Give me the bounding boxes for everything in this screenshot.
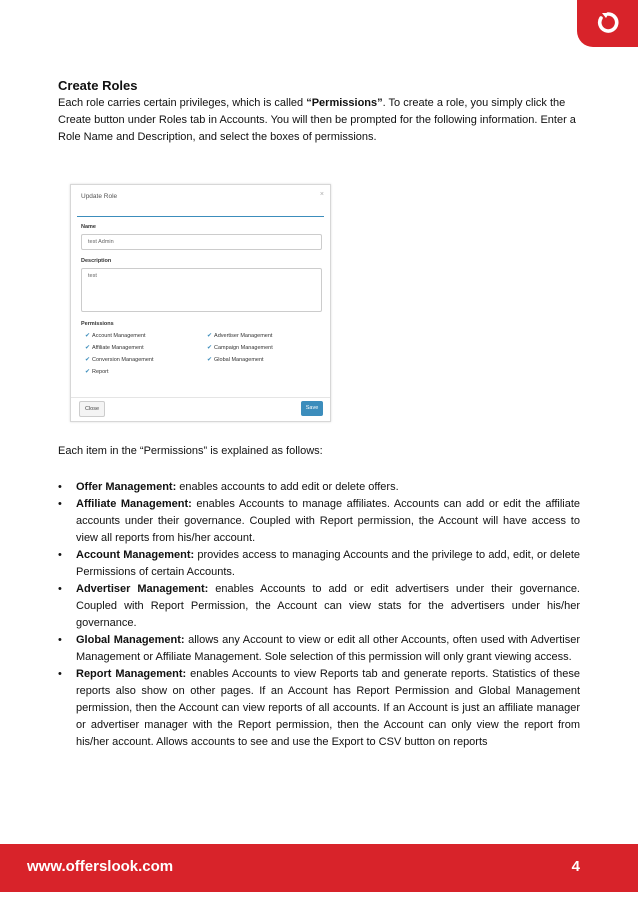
intro-text-1: Each role carries certain privileges, which is called bbox=[58, 97, 307, 109]
intro-text-2: . To create a role, you simply click the Create button under Roles tab in Accounts. You will then be prompted for the following information. Enter a Role Name and Description, and select the boxes of permissions. bbox=[58, 97, 576, 143]
close-button[interactable]: Close bbox=[79, 401, 105, 417]
dialog-title: Update Role bbox=[81, 193, 118, 200]
explain-intro: Each item in the “Permissions” is explained as follows: bbox=[58, 445, 323, 457]
dialog-close-icon[interactable]: × bbox=[319, 191, 324, 198]
item-term: Affiliate Management: bbox=[76, 498, 192, 510]
perm-report[interactable] bbox=[85, 368, 109, 375]
description-label: Description bbox=[81, 258, 112, 264]
item-term: Account Management: bbox=[76, 549, 195, 561]
item-text: enables Accounts to view Reports tab and generate reports. Statistics of these reports also show on other pages. If an Account has Report Permission and Global Management permission, then the Account can view reports of all accounts. If an Account is just an affiliate manager or advertiser manager with the Report permission, then the Account can only view the report from his/her account. Allows accounts to see and use the Export to CSV button on reports bbox=[76, 668, 580, 748]
perm-label: Account Management bbox=[92, 333, 146, 339]
item-term: Report Management: bbox=[76, 668, 187, 680]
item-text: allows any Account to view or edit all other Accounts, often used with Advertiser Management or Affiliate Management. Sole selection of this permission will only grant viewing access. bbox=[76, 634, 580, 663]
list-item bbox=[58, 632, 580, 666]
checkbox-checked-icon: ✔ bbox=[85, 333, 91, 339]
perm-label: Report bbox=[92, 369, 109, 375]
checkbox-checked-icon: ✔ bbox=[85, 369, 91, 375]
brand-logo bbox=[577, 0, 638, 47]
item-text: enables Accounts to manage affiliates. Accounts can add or edit the affiliate accounts under their governance. Coupled with Report permission, the Account will have access to view all reports from his/her account. bbox=[76, 498, 580, 544]
intro-paragraph bbox=[58, 95, 580, 146]
perm-affiliate-management[interactable] bbox=[85, 344, 144, 351]
perm-label: Global Management bbox=[214, 357, 264, 363]
dialog-header-divider bbox=[77, 216, 324, 217]
perm-label: Campaign Management bbox=[214, 345, 273, 351]
name-input-value: test Admin bbox=[88, 239, 114, 245]
footer-url-link[interactable]: www.offerslook.com bbox=[27, 858, 174, 875]
item-term: Advertiser Management: bbox=[76, 583, 209, 595]
checkbox-checked-icon: ✔ bbox=[207, 357, 213, 363]
name-label: Name bbox=[81, 224, 96, 230]
update-role-dialog-screenshot bbox=[70, 184, 331, 422]
description-textarea[interactable] bbox=[81, 268, 322, 312]
main-content bbox=[58, 77, 580, 146]
list-item bbox=[58, 496, 580, 547]
section-title: Create Roles bbox=[58, 78, 138, 93]
item-text: enables Accounts to add or edit advertisers under their governance. Coupled with Report Permission, the Account can view stats for the advertisers under his/her governance. bbox=[76, 583, 580, 629]
checkbox-checked-icon: ✔ bbox=[207, 333, 213, 339]
save-button[interactable]: Save bbox=[301, 401, 323, 416]
page-footer bbox=[0, 844, 638, 892]
list-item bbox=[58, 547, 580, 581]
intro-bold: “Permissions” bbox=[306, 97, 383, 109]
permissions-explanation-list bbox=[58, 479, 580, 751]
page-number: 4 bbox=[571, 858, 580, 875]
checkbox-checked-icon: ✔ bbox=[85, 357, 91, 363]
perm-campaign-management[interactable] bbox=[207, 344, 273, 351]
item-term: Offer Management: bbox=[76, 481, 177, 493]
name-input[interactable] bbox=[81, 234, 322, 250]
list-item bbox=[58, 666, 580, 751]
checkbox-checked-icon: ✔ bbox=[207, 345, 213, 351]
offerslook-logo-icon bbox=[597, 11, 619, 35]
description-value: test bbox=[88, 273, 97, 279]
perm-conversion-management[interactable] bbox=[85, 356, 153, 363]
perm-label: Affiliate Management bbox=[92, 345, 144, 351]
item-text: provides access to managing Accounts and the privilege to add, edit, or delete Permissions of certain Accounts. bbox=[76, 549, 580, 578]
perm-label: Advertiser Management bbox=[214, 333, 273, 339]
item-term: Global Management: bbox=[76, 634, 185, 646]
dialog-footer-divider bbox=[71, 397, 330, 398]
list-item bbox=[58, 479, 580, 496]
item-text: enables accounts to add edit or delete offers. bbox=[176, 481, 399, 493]
list-item bbox=[58, 581, 580, 632]
perm-label: Conversion Management bbox=[92, 357, 154, 363]
perm-advertiser-management[interactable] bbox=[207, 332, 272, 339]
perm-global-management[interactable] bbox=[207, 356, 264, 363]
checkbox-checked-icon: ✔ bbox=[85, 345, 91, 351]
permissions-label: Permissions bbox=[81, 321, 114, 327]
perm-account-management[interactable] bbox=[85, 332, 146, 339]
